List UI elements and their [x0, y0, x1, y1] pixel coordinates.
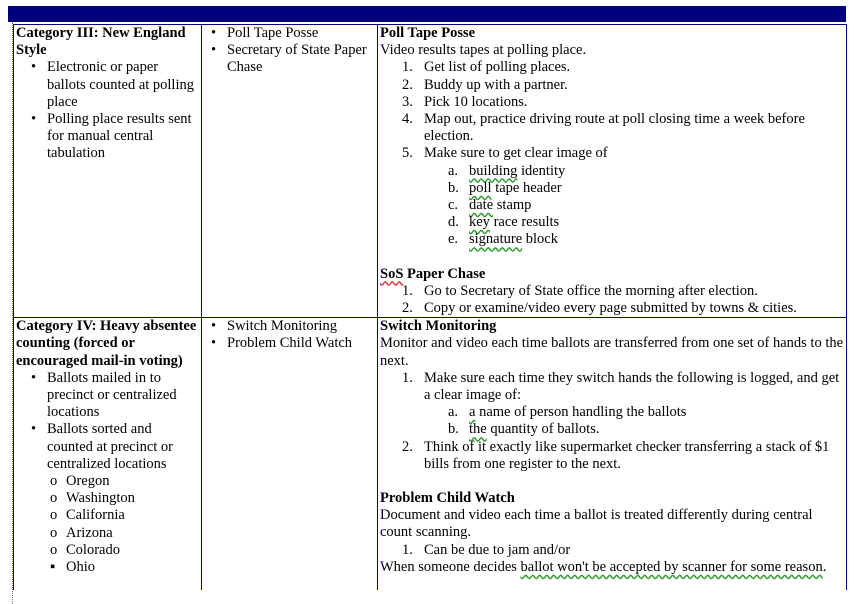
numbered-list: [380, 59, 844, 162]
lettered-list: [380, 404, 844, 438]
list-item: o Arizona: [16, 525, 199, 542]
document-table: [13, 24, 847, 590]
category-cell: [14, 318, 202, 591]
methods-list: [204, 318, 375, 352]
lettered-list: [380, 163, 844, 249]
list-item: • Poll Tape Posse: [204, 25, 375, 42]
list-item: 1. Get list of polling places.: [402, 59, 571, 76]
list-item: 3. Pick 10 locations.: [402, 93, 528, 110]
category-bullets: [16, 370, 199, 473]
list-item: d. key race results: [448, 214, 560, 231]
numbered-list: [380, 370, 844, 404]
list-item: e. signature block: [448, 231, 558, 248]
list-item: 1. Go to Secretary of State office the morning after election.: [402, 282, 758, 299]
closing-text: When someone decides ballot won't be accepted by scanner for some reason.: [380, 558, 827, 575]
numbered-list: [380, 439, 844, 473]
list-item: o California: [16, 507, 199, 524]
list-item: 2. Copy or examine/video every page submitted by towns & cities.: [402, 300, 797, 317]
methods-cell: [202, 318, 378, 591]
section-title: SoS Paper Chase: [380, 265, 486, 282]
list-item: a. building identity: [448, 162, 566, 179]
table-row: [14, 25, 847, 318]
section-title: Problem Child Watch: [380, 490, 515, 507]
category-cell: [14, 25, 202, 318]
numbered-list: [380, 542, 844, 559]
section-intro: Document and video each time a ballot is treated differently during central count scanning.: [380, 507, 813, 541]
list-item: • Electronic or paper ballots counted at polling place: [16, 59, 199, 111]
category-title: Category IV: Heavy absentee counting (forced or encouraged mail-in voting): [16, 318, 197, 369]
category-title: Category III: New England Style: [16, 25, 186, 59]
list-item: 2. Buddy up with a partner.: [402, 76, 568, 93]
list-item: b. the quantity of ballots.: [448, 421, 600, 438]
list-item: 5. Make sure to get clear image of: [402, 145, 608, 162]
section-intro: Monitor and video each time ballots are transferred from one set of hands to the next.: [380, 335, 844, 369]
list-item: a. a name of person handling the ballots: [448, 404, 687, 421]
section-intro: Video results tapes at polling place.: [380, 42, 587, 59]
list-item: o Washington: [16, 490, 199, 507]
section-title: Poll Tape Posse: [380, 25, 476, 41]
list-item: o Colorado: [16, 542, 199, 559]
list-item: 1. Can be due to jam and/or: [402, 541, 571, 558]
list-item: • Ballots sorted and counted at precinct or centralized locations: [16, 421, 199, 473]
list-item: ▪ Ohio: [16, 559, 199, 576]
table-row: [14, 318, 847, 591]
list-item: b. poll tape header: [448, 179, 562, 196]
details-cell: [378, 318, 847, 591]
details-cell: [378, 25, 847, 318]
list-item: • Problem Child Watch: [204, 335, 375, 352]
numbered-list: [380, 283, 844, 317]
list-item: • Switch Monitoring: [204, 318, 375, 335]
list-item: • Secretary of State Paper Chase: [204, 42, 375, 76]
list-item: • Ballots mailed in to precinct or centralized locations: [16, 370, 199, 422]
list-item: 2. Think of it exactly like supermarket checker transferring a stack of $1 bills from one register to the next.: [402, 438, 830, 472]
list-item: • Polling place results sent for manual central tabulation: [16, 111, 199, 163]
section-title: Switch Monitoring: [380, 318, 497, 335]
header-bar: [8, 6, 846, 22]
list-item: o Oregon: [16, 473, 199, 490]
states-list: [16, 473, 199, 576]
list-item: 1. Make sure each time they switch hands the following is logged, and get a clear image of:: [402, 369, 840, 404]
list-item: 4. Map out, practice driving route at poll closing time a week before election.: [402, 111, 805, 145]
list-item: c. date stamp: [448, 197, 532, 214]
category-bullets: [16, 59, 199, 162]
methods-list: [204, 25, 375, 77]
methods-cell: [202, 25, 378, 318]
